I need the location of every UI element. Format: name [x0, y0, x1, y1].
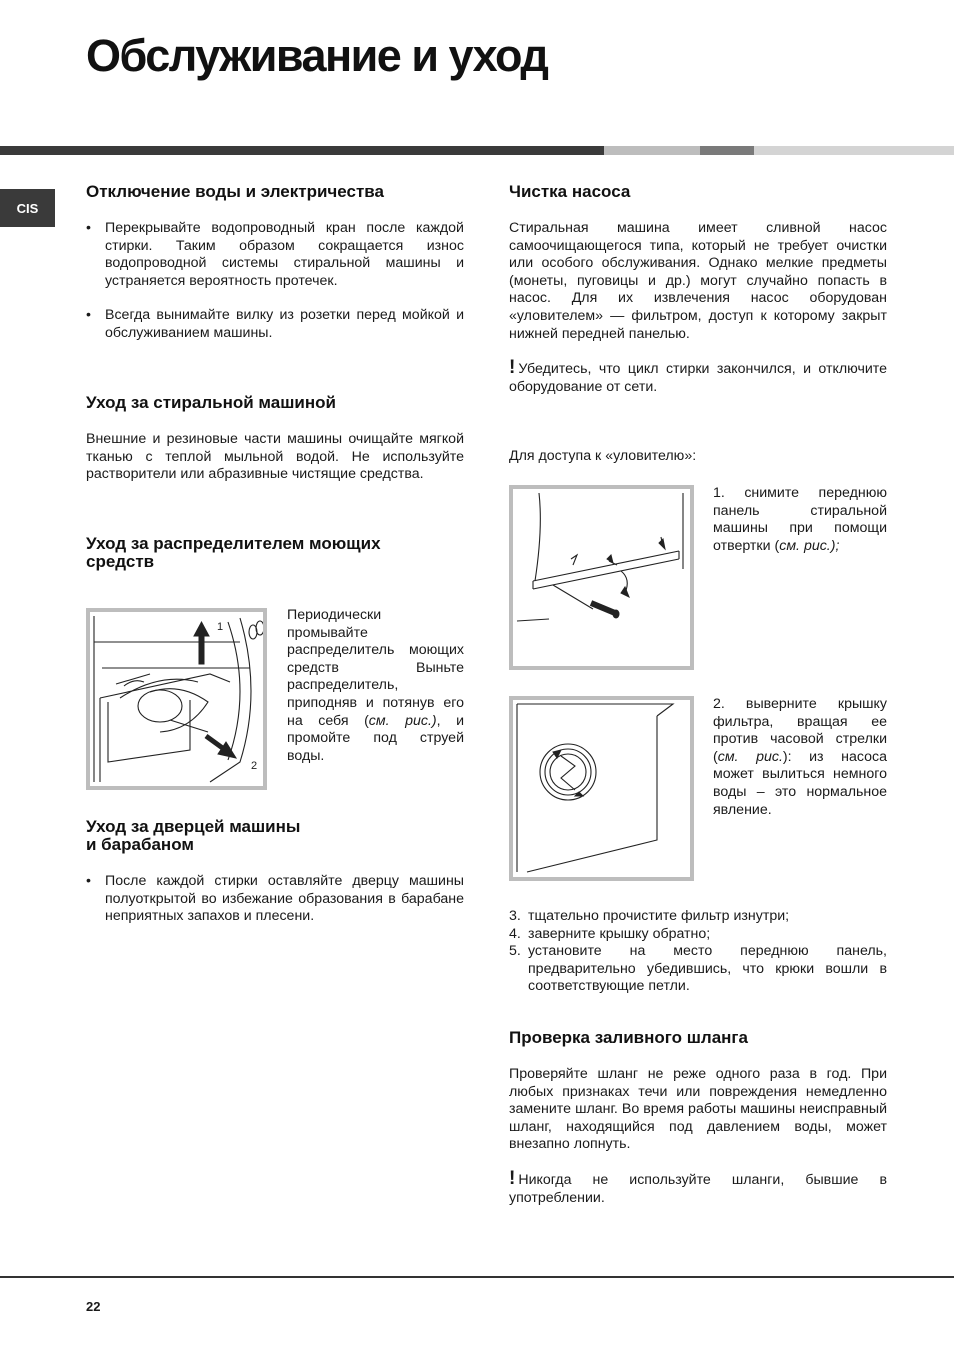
section-door — [86, 818, 464, 926]
section-machine-care — [86, 394, 464, 484]
paragraph: Периодически промывайте распределитель моющих средств Выньте распределитель, приподняв и потянув его на себя (см. рис.), и промойте под струей воды. — [287, 607, 465, 764]
list-item: • После каждой стирки оставляйте дверцу машины полуоткрытой во избежание образования в барабане неприятных запахов и плесени. — [86, 873, 464, 925]
header-bar-light — [604, 146, 700, 155]
footer-rule — [0, 1276, 954, 1278]
section-pump — [509, 183, 887, 396]
front-panel-illustration — [513, 489, 690, 666]
language-tab: CIS — [0, 189, 55, 227]
section-dispenser-heading — [86, 535, 464, 571]
figure-label: 2 — [251, 760, 258, 772]
paragraph: Стиральная машина имеет сливной насос самоочищающегося типа, который не требует очистки или особого обслуживания. Однако мелкие предметы (монеты, пуговицы и др.) могут случайно попасть в насос. Для их извлечения насос оборудован «уловителем» — фильтром, доступ к которому закрыт нижней передней панелью. — [509, 220, 887, 342]
filter-cover-figure — [509, 696, 694, 881]
list-item: • Перекрывайте водопроводный кран после каждой стирки. Таким образом сокращается износ водопроводной системы стиральной машины и устраняется вероятность протечек. — [86, 220, 464, 289]
filter-cover-illustration — [513, 700, 690, 877]
page-title: Обслуживание и уход — [86, 30, 548, 81]
paragraph: Для доступа к «уловителю»: — [509, 448, 697, 464]
header-bar-mid — [700, 146, 754, 155]
section-water-power — [86, 183, 464, 343]
section-heading: Чистка насоса — [509, 182, 631, 201]
step-1 — [713, 485, 887, 555]
list-item: • Всегда вынимайте вилку из розетки перед мойкой и обслуживанием машины. — [86, 307, 464, 341]
step-2 — [713, 696, 887, 819]
front-panel-figure — [509, 485, 694, 670]
section-heading: Уход за стиральной машиной — [86, 393, 336, 412]
list-item: 3. тщательно прочистите фильтр изнутри; — [509, 908, 790, 924]
section-heading: Уход за дверцей машины и барабаном — [86, 817, 301, 854]
warning-note: ! Никогда не используйте шланги, бывшие в употреблении. — [509, 1167, 887, 1206]
section-heading: Отключение воды и электричества — [86, 182, 384, 201]
dispenser-illustration — [90, 612, 263, 786]
section-heading: Проверка заливного шланга — [509, 1028, 748, 1047]
section-heading: Уход за распределителем моющих средств — [86, 534, 381, 571]
steps-list — [509, 908, 887, 996]
section-hose — [509, 1029, 887, 1207]
paragraph: Проверяйте шланг не реже одного раза в год. При любых признаках течи или повреждения немедленно замените шланг. Во время работы машины неисправный шланг, находящийся под давлением воды, может внезапно лопнуть. — [509, 1066, 887, 1153]
warning-icon: ! — [509, 1167, 516, 1189]
paragraph: 1. снимите переднюю панель стиральной машины при помощи отвертки (см. рис.); — [713, 485, 887, 554]
figure-label: 1 — [217, 621, 224, 633]
section-dispenser-text — [287, 607, 464, 765]
access-intro — [509, 448, 887, 466]
warning-icon: ! — [509, 357, 516, 379]
warning-note: ! Убедитесь, что цикл стирки закончился, и отключите оборудование от сети. — [509, 357, 887, 395]
header-bar-dark — [0, 146, 604, 155]
page-number: 22 — [86, 1299, 101, 1314]
header-bar-light-end — [754, 146, 954, 155]
list-item: 5. установите на место переднюю панель, предварительно убедившись, что крюки вошли в соответствующие петли. — [509, 943, 887, 995]
paragraph: 2. выверните крышку фильтра, вращая ее против часовой стрелки (см. рис.): из насоса может вылиться немного воды – это нормальное явление. — [713, 696, 887, 818]
dispenser-figure — [86, 608, 267, 790]
list-item: 4. заверните крышку обратно; — [509, 925, 711, 942]
paragraph: Внешние и резиновые части машины очищайте мягкой тканью с теплой мыльной водой. Не используйте растворители или абразивные чистящие средства. — [86, 431, 464, 483]
